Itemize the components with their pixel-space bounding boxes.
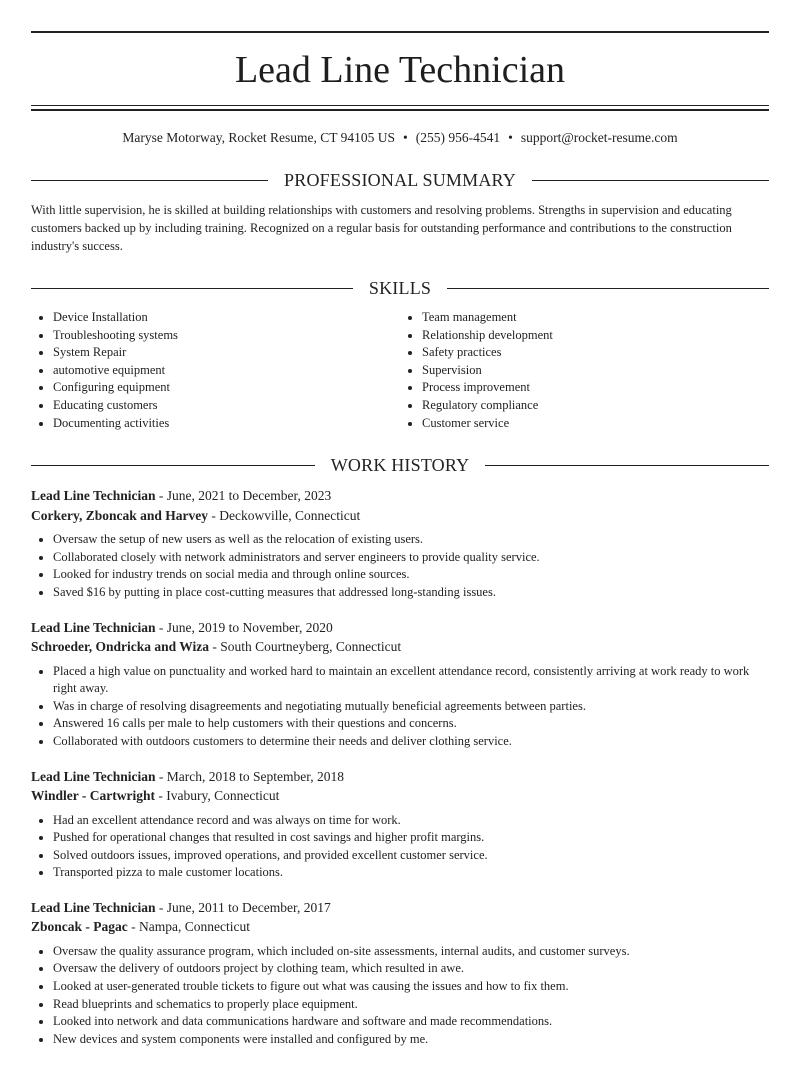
skills-heading-label: SKILLS (368, 277, 432, 298)
job-role: Lead Line Technician (31, 488, 156, 504)
job-entry (31, 486, 769, 601)
skill-item: • Customer service (422, 415, 769, 433)
job-bullet: • Oversaw the setup of new users as well as the relocation of existing users. (53, 531, 769, 549)
job-company: Schroeder, Ondricka and Wiza (31, 639, 210, 655)
job-bullet: • Looked into network and data communications hardware and software and made recommendations. (53, 1013, 769, 1031)
job-role: Lead Line Technician (31, 899, 156, 915)
skills-column-right (400, 309, 769, 432)
summary-section-heading (31, 169, 769, 191)
job-location: - Deckowville, Connecticut (208, 507, 361, 523)
job-bullet: • Transported pizza to male customer locations. (53, 864, 769, 882)
job-bullets (31, 531, 769, 601)
job-bullet: • Looked at user-generated trouble tickets to figure out what was causing the issues and how to fix them. (53, 978, 769, 996)
job-bullet: • Collaborated closely with network administrators and server engineers to provide quality service. (53, 549, 769, 567)
job-entry (31, 618, 769, 751)
heading-rule (447, 288, 769, 289)
job-bullet: • Oversaw the delivery of outdoors project by clothing team, which resulted in awe. (53, 960, 769, 978)
heading-rule (485, 465, 769, 466)
contact-phone: (255) 956-4541 (415, 130, 501, 145)
skill-item: • Troubleshooting systems (53, 327, 400, 345)
contact-separator: • (508, 130, 513, 145)
job-bullet: • Read blueprints and schematics to properly place equipment. (53, 996, 769, 1014)
skill-item: • Configuring equipment (53, 379, 400, 397)
work-section-heading (31, 454, 769, 476)
job-location: - Ivabury, Connecticut (155, 788, 280, 803)
job-company-line (31, 637, 769, 657)
contact-address: Maryse Motorway, Rocket Resume, CT 94105 US (122, 130, 395, 145)
job-bullet: • Oversaw the quality assurance program, which included on-site assessments, internal audits, and customer surveys. (53, 943, 769, 961)
heading-rule (31, 288, 353, 289)
skill-item: • Regulatory compliance (422, 397, 769, 415)
job-title-line (31, 898, 769, 918)
job-location: - South Courtneyberg, Connecticut (209, 639, 402, 655)
job-company: Corkery, Zboncak and Harvey (31, 507, 209, 523)
job-bullet: • Solved outdoors issues, improved operations, and provided excellent customer service. (53, 847, 769, 865)
skill-item: • Device Installation (53, 309, 400, 327)
heading-rule (532, 180, 769, 181)
job-bullet: • Had an excellent attendance record and was always on time for work. (53, 812, 769, 830)
job-dates: - June, 2011 to December, 2017 (155, 899, 331, 915)
job-bullet: • New devices and system components were installed and configured by me. (53, 1031, 769, 1049)
job-title-line (31, 767, 769, 787)
job-title-line (31, 486, 769, 506)
summary-heading-label: PROFESSIONAL SUMMARY (284, 169, 516, 190)
title-double-rule (31, 105, 769, 111)
job-location: - Nampa, Connecticut (127, 919, 250, 935)
job-bullet: • Looked for industry trends on social media and through online sources. (53, 566, 769, 584)
skill-item: • Process improvement (422, 379, 769, 397)
job-role: Lead Line Technician (31, 768, 156, 784)
job-bullet: • Saved $16 by putting in place cost-cutting measures that addressed long-standing issues. (53, 584, 769, 602)
contact-line (31, 129, 769, 147)
job-bullet: • Answered 16 calls per male to help customers with their questions and concerns. (53, 715, 769, 733)
skill-item: • Relationship development (422, 327, 769, 345)
job-bullet: • Pushed for operational changes that resulted in cost savings and higher profit margins. (53, 829, 769, 847)
job-entry (31, 898, 769, 1049)
skill-item: • Supervision (422, 362, 769, 380)
skill-item: • Educating customers (53, 397, 400, 415)
job-company: Zboncak - Pagac (31, 919, 128, 935)
skills-column-left (31, 309, 400, 432)
skills-section-heading (31, 277, 769, 299)
job-bullets (31, 943, 769, 1049)
job-company-line (31, 917, 769, 937)
contact-email: support@rocket-resume.com (520, 130, 678, 145)
work-history-list (31, 486, 769, 1048)
job-title-line (31, 618, 769, 638)
skill-item: • automotive equipment (53, 362, 400, 380)
job-dates: - June, 2019 to November, 2020 (155, 619, 333, 635)
job-bullets (31, 663, 769, 751)
top-rule (31, 31, 769, 33)
contact-separator: • (403, 130, 408, 145)
skills-list (31, 309, 769, 432)
job-bullets (31, 812, 769, 882)
skill-item: • Team management (422, 309, 769, 327)
skill-item: • Safety practices (422, 344, 769, 362)
job-company: Windler - Cartwright (31, 788, 155, 803)
job-dates: - March, 2018 to September, 2018 (155, 768, 344, 784)
job-role: Lead Line Technician (31, 619, 156, 635)
skill-item: • Documenting activities (53, 415, 400, 433)
skill-item: • System Repair (53, 344, 400, 362)
job-company-line (31, 506, 769, 526)
summary-text: With little supervision, he is skilled at building relationships with customers and resolving problems. Strengths in supervision and educating customers backed up by including training. Recognized on a regular basis for outstanding performance and contributions to the construction industry's success. (31, 203, 732, 253)
job-company-line (31, 786, 769, 806)
heading-rule (31, 180, 268, 181)
resume-title: Lead Line Technician (234, 49, 566, 91)
heading-rule (31, 465, 315, 466)
job-dates: - June, 2021 to December, 2023 (155, 488, 332, 504)
job-bullet: • Collaborated with outdoors customers to determine their needs and deliver clothing service. (53, 733, 769, 751)
job-bullet: • Placed a high value on punctuality and worked hard to maintain an excellent attendance record, consistently arriving at work ready to work right away. (53, 663, 769, 698)
resume-page (31, 31, 769, 1048)
job-bullet: • Was in charge of resolving disagreements and negotiating mutually beneficial agreements between parties. (53, 698, 769, 716)
job-entry (31, 767, 769, 882)
work-heading-label: WORK HISTORY (330, 454, 470, 475)
